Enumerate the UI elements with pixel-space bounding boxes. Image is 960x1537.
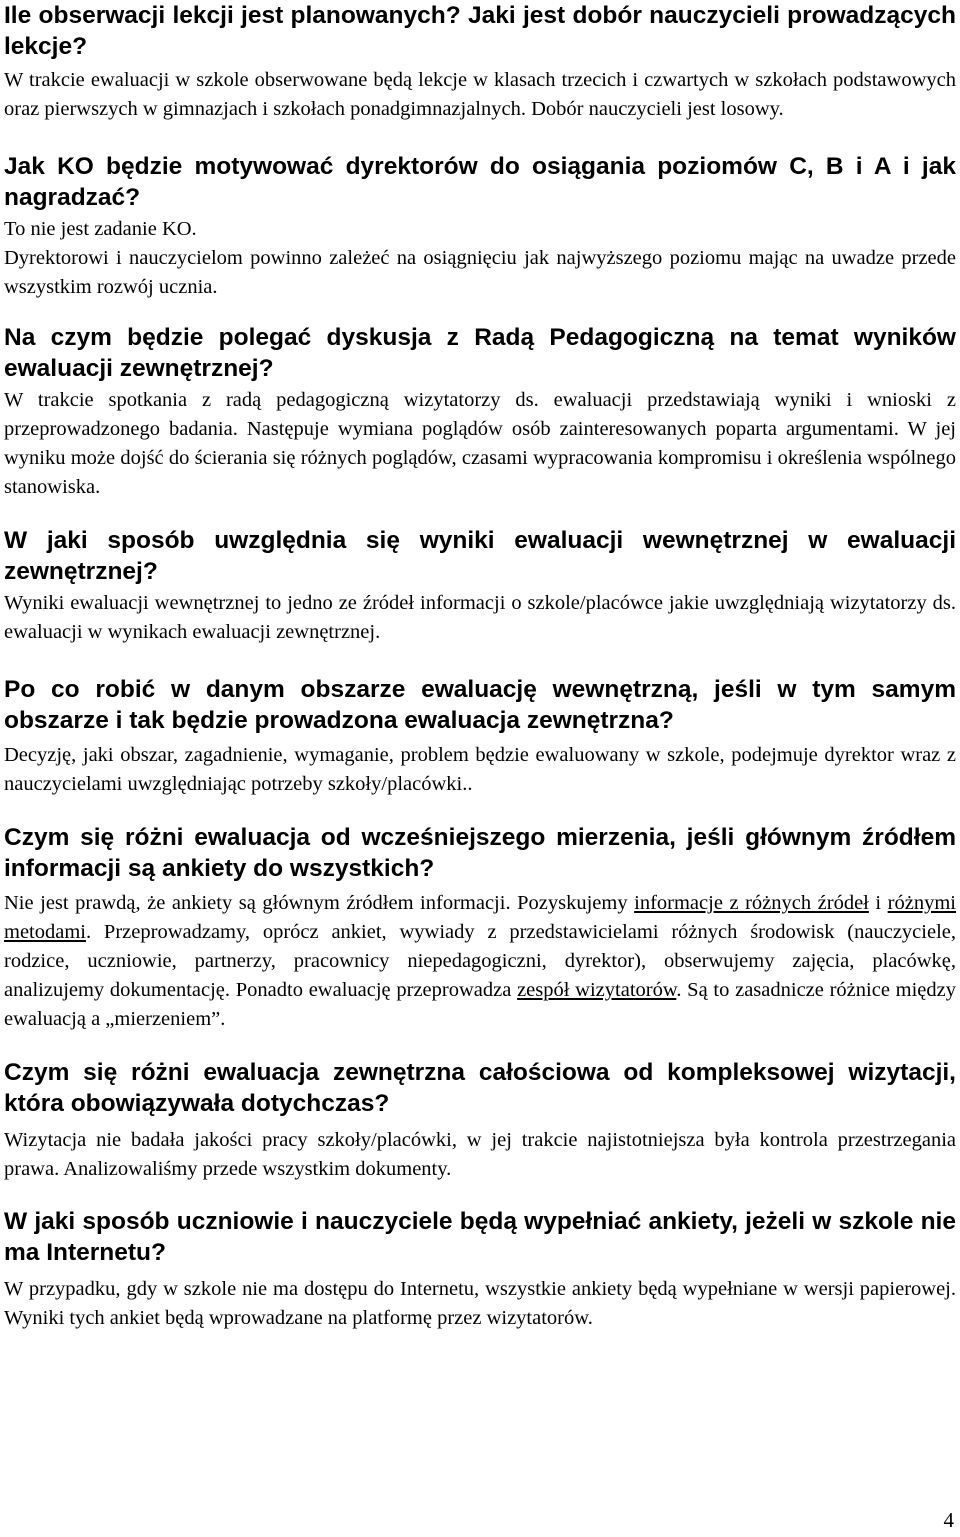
- section-heading: Ile obserwacji lekcji jest planowanych? Jaki jest dobór nauczycieli prowadzących lekcje?: [4, 2, 956, 60]
- section-paragraph: W trakcie spotkania z radą pedagogiczną wizytatorzy ds. ewaluacji przedstawiają wyniki i wnioski z przeprowadzonego badania. Następuje wymiana poglądów osób zainteresowanych poparta argumentami. W jej wyniku może dojść do ścierania się różnych poglądów, czasami wypracowania kompromisu i określenia wspólnego stanowiska.: [4, 389, 956, 498]
- faq-section-evaluation-vs-inspection: [4, 1057, 956, 1184]
- faq-section-motivation: [4, 151, 956, 302]
- section-heading: W jaki sposób uczniowie i nauczyciele będą wypełniać ankiety, jeżeli w szkole nie ma Internetu?: [4, 1208, 956, 1266]
- text-run: . Przeprowadzamy, oprócz ankiet, wywiady z przedstawicielami różnych środowisk (nauczyciele, rodzice, uczniowie, partnerzy, pracownicy niepedagogiczni, dyrektor), obserwujemy zajęcia, placówkę, analizujemy dokumentację. Ponadto ewaluację przeprowadza: [4, 921, 956, 1001]
- faq-section-evaluation-vs-measuring: [4, 822, 956, 1034]
- section-heading: Po co robić w danym obszarze ewaluację wewnętrzną, jeśli w tym samym obszarze i tak będzie prowadzona ewaluacja zewnętrzna?: [4, 676, 956, 734]
- page-number: 4: [943, 1508, 954, 1532]
- faq-section-observations: [4, 0, 956, 124]
- section-heading: Czym się różni ewaluacja od wcześniejszego mierzenia, jeśli głównym źródłem informacji są ankiety do wszystkich?: [4, 824, 956, 882]
- section-heading: Jak KO będzie motywować dyrektorów do osiągania poziomów C, B i A i jak nagradzać?: [4, 153, 956, 211]
- faq-section-why-internal: [4, 674, 956, 799]
- section-paragraph: W przypadku, gdy w szkole nie ma dostępu do Internetu, wszystkie ankiety będą wypełniane w wersji papierowej. Wyniki tych ankiet będą wprowadzane na platformę przez wizytatorów.: [4, 1278, 956, 1329]
- link-methods[interactable]: różnymi metodami: [4, 892, 956, 943]
- section-paragraph: Decyzję, jaki obszar, zagadnienie, wymaganie, problem będzie ewaluowany w szkole, podejmuje dyrektor wraz z nauczycielami uwzględniając potrzeby szkoły/placówki..: [4, 744, 956, 795]
- paragraph-line: To nie jest zadanie KO.: [4, 218, 197, 240]
- faq-section-no-internet: [4, 1206, 956, 1333]
- section-paragraph: W trakcie ewaluacji w szkole obserwowane będą lekcje w klasach trzecich i czwartych w szkołach podstawowych oraz pierwszych w gimnazjach i szkołach ponadgimnazjalnych. Dobór nauczycieli jest losowy.: [4, 69, 956, 120]
- link-information-sources[interactable]: informacje z różnych źródeł: [634, 892, 869, 914]
- section-heading: Na czym będzie polegać dyskusja z Radą Pedagogiczną na temat wyników ewaluacji zewnętrznej?: [4, 324, 956, 382]
- link-inspector-team[interactable]: zespół wizytatorów: [517, 979, 677, 1001]
- text-run: Nie jest prawdą, że ankiety są głównym źródłem informacji. Pozyskujemy: [4, 892, 635, 914]
- section-paragraph: [4, 215, 956, 302]
- text-run: . Są to zasadnicze różnice między ewaluacją a „mierzeniem”.: [4, 979, 956, 1030]
- document-page: [4, 0, 956, 1333]
- faq-section-discussion: [4, 322, 956, 502]
- section-paragraph: Wizytacja nie badała jakości pracy szkoły/placówki, w jej trakcie najistotniejsza była kontrola przestrzegania prawa. Analizowaliśmy przede wszystkim dokumenty.: [4, 1129, 956, 1180]
- section-heading: W jaki sposób uwzględnia się wyniki ewaluacji wewnętrznej w ewaluacji zewnętrznej?: [4, 527, 956, 585]
- section-paragraph: Wyniki ewaluacji wewnętrznej to jedno ze źródeł informacji o szkole/placówce jakie uwzględniają wizytatorzy ds. ewaluacji w wynikach ewaluacji zewnętrznej.: [4, 592, 956, 643]
- section-paragraph: [4, 889, 956, 1034]
- paragraph-line: Dyrektorowi i nauczycielom powinno zależeć na osiągnięciu jak najwyższego poziomu mając na uwadze przede wszystkim rozwój ucznia.: [4, 247, 956, 298]
- text-run: i: [868, 892, 888, 914]
- faq-section-internal-results: [4, 525, 956, 647]
- section-heading: Czym się różni ewaluacja zewnętrzna całościowa od kompleksowej wizytacji, która obowiązywała dotychczas?: [4, 1059, 956, 1117]
